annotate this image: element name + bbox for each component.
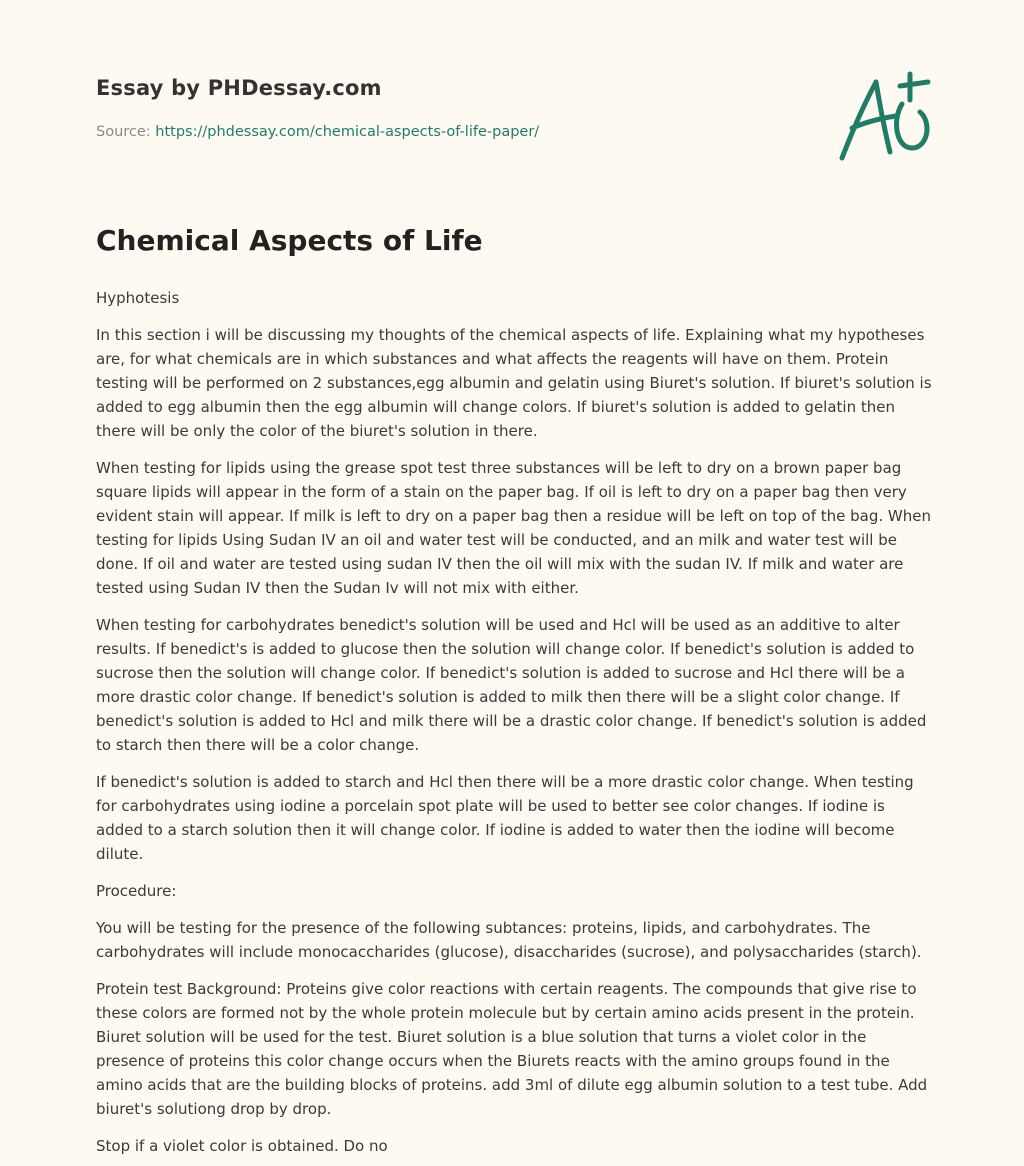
paragraph: Procedure:: [96, 882, 177, 900]
paragraph: You will be testing for the presence of the following subtances: proteins, lipids, and carbohydrates. The carbohydrates will include monocaccharides (glucose), disaccharides (sucrose), and polysaccharides (starch).: [96, 919, 922, 961]
header: [96, 0, 928, 190]
source-line: [96, 124, 539, 140]
site-brand: Essay by PHDessay.com: [96, 76, 382, 100]
paragraph: Stop if a violet color is obtained. Do no: [96, 1137, 388, 1155]
paragraph: If benedict's solution is added to starch and Hcl then there will be a more drastic color change. When testing for carbohydrates using iodine a porcelain spot plate will be used to better see color changes. If iodine is added to a starch solution then it will change color. If iodine is added to water then the iodine will become dilute.: [96, 773, 914, 863]
paragraph: When testing for lipids using the grease spot test three substances will be left to dry on a brown paper bag square lipids will appear in the form of a stain on the paper bag. If oil is left to dry on a paper bag then very evident stain will appear. If milk is left to dry on a paper bag then a residue will be left on top of the bag. When testing for lipids Using Sudan IV an oil and water test will be conducted, and an milk and water test will be done. If oil and water are tested using sudan IV then the oil will mix with the sudan IV. If milk and water are tested using Sudan IV then the Sudan Iv will not mix with either.: [96, 459, 931, 597]
source-label: Source:: [96, 124, 151, 140]
paragraph: When testing for carbohydrates benedict's solution will be used and Hcl will be used as an additive to alter results. If benedict's is added to glucose then the solution will change color. If benedict's solution is added to sucrose then the solution will change color. If benedict's solution is added to sucrose and Hcl there will be a more drastic color change. If benedict's solution is added to milk then there will be a slight color change. If benedict's solution is added to Hcl and milk there will be a drastic color change. If benedict's solution is added to starch then there will be a color change.: [96, 616, 927, 754]
paragraph: Hyphotesis: [96, 289, 180, 307]
paragraph: In this section i will be discussing my thoughts of the chemical aspects of life. Explaining what my hypotheses are, for what chemicals are in which substances and what affects the reagents will have on them. Protein testing will be performed on 2 substances,egg albumin and gelatin using Biuret's solution. If biuret's solution is added to egg albumin then the egg albumin will change colors. If biuret's solution is added to gelatin then there will be only the color of the biuret's solution in there.: [96, 326, 932, 440]
paragraph: Protein test Background: Proteins give color reactions with certain reagents. The compounds that give rise to these colors are formed not by the whole protein molecule but by certain amino acids present in the protein. Biuret solution will be used for the test. Biuret solution is a blue solution that turns a violet color in the presence of proteins this color change occurs when the Biurets reacts with the amino groups found in the amino acids that are the building blocks of proteins. add 3ml of dilute egg albumin solution to a test tube. Add biuret's solutiong drop by drop.: [96, 980, 928, 1118]
essay-title: Chemical Aspects of Life: [96, 224, 483, 257]
essay-body: [96, 286, 932, 1166]
source-link[interactable]: https://phdessay.com/chemical-aspects-of-life-paper/: [155, 124, 540, 140]
a-plus-logo-icon: [834, 70, 934, 162]
